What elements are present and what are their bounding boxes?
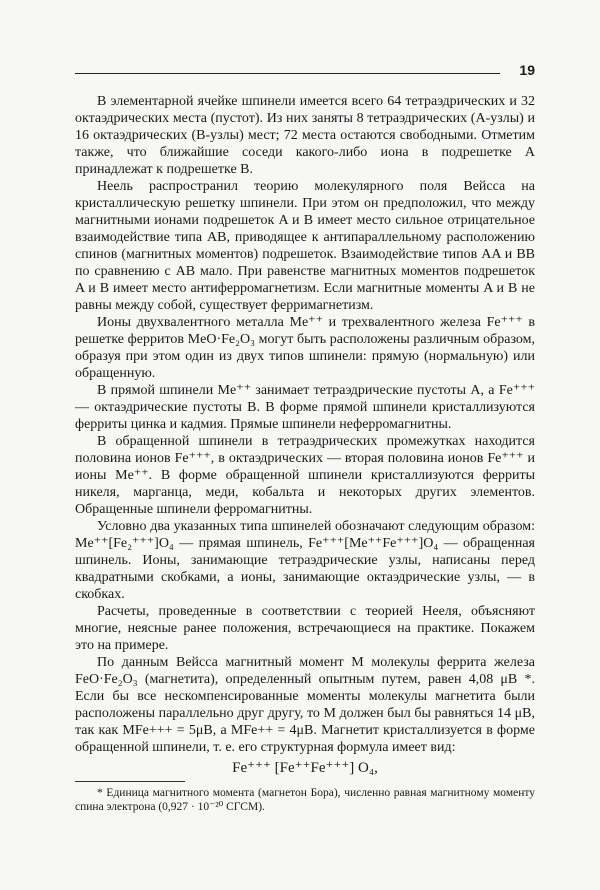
structural-formula: Fe⁺⁺⁺ [Fe⁺⁺Fe⁺⁺⁺] O₄, xyxy=(232,760,378,776)
paragraph-direct-spinel: В прямой шпинели Me⁺⁺ занимает тетраэдрические пустоты A, а Fe⁺⁺⁺ — октаэдрические пустоты B. В форме прямой шпинели кристаллизуются ферриты цинка и кадмия. Прямые шпинели неферромагнитны. xyxy=(75,383,535,432)
paragraph-notation: Условно два указанных типа шпинелей обозначают следующим образом: Me⁺⁺[Fe₂⁺⁺⁺]O₄ — прямая шпинель, Fe⁺⁺⁺[Me⁺⁺Fe⁺⁺⁺]O₄ — обращенная шпинель. Ионы, занимающие тетраэдрические узлы, написаны перед квадратными скобками, а ионы, занимающие октаэдрические узлы, — в скобках. xyxy=(75,519,535,602)
paragraph-calculations: Расчеты, проведенные в соответствии с теорией Нееля, объясняют многие, неясные ранее положения, встречающиеся на практике. Покажем это на примере. xyxy=(75,604,535,653)
paragraph-unit-cell: В элементарной ячейке шпинели имеется всего 64 тетраэдрических и 32 октаэдрических места (пустот). Из них заняты 8 тетраэдрических (A-узлы) и 16 октаэдрических (B-узлы) мест; 72 места остаются свободными. Отметим также, что ближайшие соседи какого-либо иона в подрешетке A принадлежат к подрешетке B. xyxy=(75,94,535,177)
footnote-rule xyxy=(75,781,185,782)
page-header xyxy=(75,62,535,82)
header-rule xyxy=(75,73,500,74)
paragraph-inverse-spinel: В обращенной шпинели в тетраэдрических промежутках находится половина ионов Fe⁺⁺⁺, в октаэдрических — вторая половина ионов Fe⁺⁺⁺ и ионы Me⁺⁺. В форме обращенной шпинели кристаллизуются ферриты никеля, марганца, меди, кобальта и некоторых других элементов. Обращенные шпинели ферромагнитны. xyxy=(75,434,535,517)
paragraph-ion-placement: Ионы двухвалентного металла Me⁺⁺ и трехвалентного железа Fe⁺⁺⁺ в решетке ферритов MeO·Fe₂O₃ могут быть расположены различным образом, образуя при этом один из двух типов шпинели: прямую (нормальную) или обращенную. xyxy=(75,315,535,381)
footnote: * Единица магнитного момента (магнетон Бора), численно равная магнитному моменту спина электрона (0,927 · 10⁻²⁰ СГСМ). xyxy=(75,787,535,813)
paragraph-magnetite: По данным Вейсса магнитный момент M молекулы феррита железа FeO·Fe₂O₃ (магнетита), определенный опытным путем, равен 4,08 μB *. Если бы все нескомпенсированные моменты молекулы магнетита были расположены параллельно друг другу, то M должен был бы равняться 14 μB, так как MFe+++ = 5μB, а MFe++ = 4μB. Магнетит кристаллизуется в форме обращенной шпинели, т. е. его структурная формула имеет вид: xyxy=(75,655,535,755)
page-number: 19 xyxy=(519,62,535,78)
paragraph-neel-theory: Неель распространил теорию молекулярного поля Вейсса на кристаллическую решетку шпинели. При этом он предположил, что между магнитными ионами подрешеток A и B имеет место сильное отрицательное взаимодействие типа AB, приводящее к антипараллельному расположению спинов (магнитных моментов) подрешеток. Взаимодействие типов AA и BB по сравнению с AB мало. При равенстве магнитных моментов подрешеток A и B имеет место антиферромагнетизм. Если магнитные моменты A и B не равны между собой, существует ферримагнетизм. xyxy=(75,179,535,313)
body-text xyxy=(75,93,535,783)
